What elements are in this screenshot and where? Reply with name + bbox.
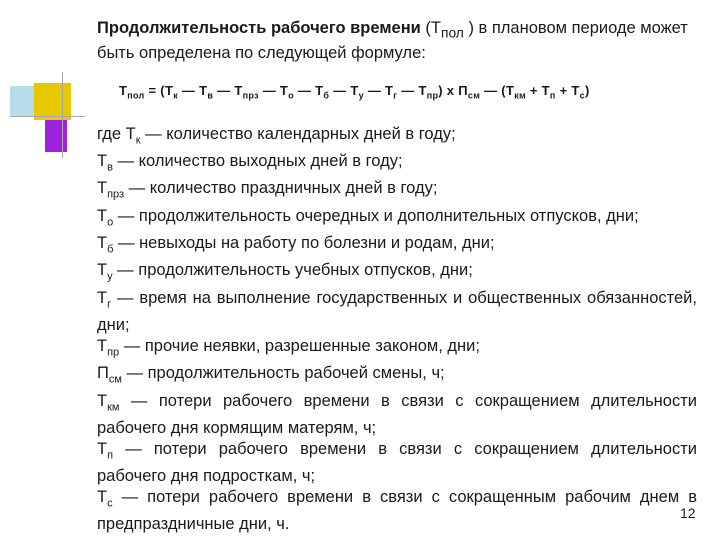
slide-content bbox=[97, 18, 697, 535]
definition-text: — время на выполнение государственных и общественных обязанностей, дни; bbox=[97, 288, 697, 334]
page-number: 12 bbox=[680, 505, 696, 521]
definition-text: — потери рабочего времени в связи с сокращением длительности рабочего дня подросткам, ч; bbox=[97, 439, 697, 486]
decor-horizontal-line bbox=[10, 116, 85, 117]
definition-item bbox=[97, 439, 697, 487]
definition-symbol: Т bbox=[97, 261, 108, 280]
definition-symbol-subscript: км bbox=[107, 400, 120, 413]
definition-item bbox=[97, 178, 697, 205]
definition-symbol: Т bbox=[97, 439, 108, 458]
intro-title: Продолжительность рабочего времени bbox=[97, 19, 421, 37]
definition-text: — потери рабочего времени в связи с сокращенным рабочим днем в предпраздничные дни, ч. bbox=[97, 488, 697, 534]
definition-symbol-subscript: в bbox=[107, 161, 113, 174]
definition-prefix: где bbox=[97, 124, 126, 143]
definition-symbol: Т bbox=[97, 206, 108, 225]
formula: $Т_{пол} = (Т_к$ — $Т_в$ — $Т_{прз}$ — $Т_о$ — $Т_б$ — $Т_у$ — $Т_г$ — $Т_{пр}$) х $П_{см}$ — $(Т_{км} + Т_п + Т_с)$ bbox=[119, 83, 590, 101]
definition-text: — продолжительность учебных отпусков, дни; bbox=[112, 261, 473, 280]
definition-item bbox=[97, 363, 697, 390]
definition-text: — прочие неявки, разрешенные законом, дни; bbox=[119, 336, 480, 355]
definition-symbol: Т bbox=[97, 391, 108, 410]
definition-symbol: Т bbox=[97, 336, 108, 355]
decor-yellow-square bbox=[34, 83, 71, 120]
decor-magenta-square bbox=[45, 120, 67, 152]
definition-text: — количество праздничных дней в году; bbox=[124, 179, 438, 198]
definition-text: — продолжительность рабочей смены, ч; bbox=[121, 364, 445, 383]
definition-text: — невыходы на работу по болезни и родам, дни; bbox=[113, 234, 495, 253]
definition-symbol: Т bbox=[97, 234, 108, 253]
definition-symbol-subscript: г bbox=[107, 297, 112, 310]
definition-item bbox=[97, 206, 697, 233]
definition-item bbox=[97, 151, 697, 178]
definition-symbol: Т bbox=[97, 488, 108, 507]
definition-symbol: Т bbox=[125, 124, 136, 143]
definition-symbol: Т bbox=[97, 152, 108, 171]
definition-symbol-subscript: с bbox=[107, 497, 113, 510]
definitions-list bbox=[97, 124, 697, 536]
definition-text: — количество выходных дней в году; bbox=[112, 152, 403, 171]
decor-vertical-line bbox=[62, 72, 63, 158]
definition-symbol: П bbox=[97, 364, 109, 383]
definition-symbol-subscript: прз bbox=[107, 188, 125, 201]
definition-item bbox=[97, 233, 697, 260]
definition-symbol-subscript: к bbox=[135, 134, 141, 147]
definition-symbol-subscript: у bbox=[107, 270, 113, 283]
intro-symbol: $Т_{пол}$ bbox=[430, 19, 464, 41]
definition-symbol: Т bbox=[97, 288, 108, 307]
definition-item bbox=[97, 124, 697, 151]
definition-item bbox=[97, 336, 697, 363]
definition-symbol-subscript: пр bbox=[107, 346, 120, 359]
definition-text: — потери рабочего времени в связи с сокращением длительности рабочего дня кормящим матерям, ч; bbox=[97, 391, 697, 437]
definition-item bbox=[97, 260, 697, 287]
definition-symbol-subscript: б bbox=[107, 243, 114, 256]
definition-symbol-subscript: см bbox=[108, 373, 122, 386]
definition-symbol: Т bbox=[97, 179, 108, 198]
definition-item bbox=[97, 288, 697, 336]
definition-text: — продолжительность очередных и дополнительных отпусков, дни; bbox=[113, 206, 639, 225]
definition-item bbox=[97, 487, 697, 535]
intro-suffix: ) в плановом периоде может быть определена по следующей формуле: bbox=[97, 19, 688, 63]
intro-paragraph: Продолжительность рабочего времени ($Т_{пол}$ ) в плановом периоде может быть определена по следующей формуле: bbox=[97, 19, 688, 63]
definition-symbol-subscript: п bbox=[107, 449, 114, 462]
definition-text: — количество календарных дней в году; bbox=[140, 124, 456, 143]
definition-item bbox=[97, 391, 697, 439]
definition-symbol-subscript: о bbox=[107, 216, 114, 229]
